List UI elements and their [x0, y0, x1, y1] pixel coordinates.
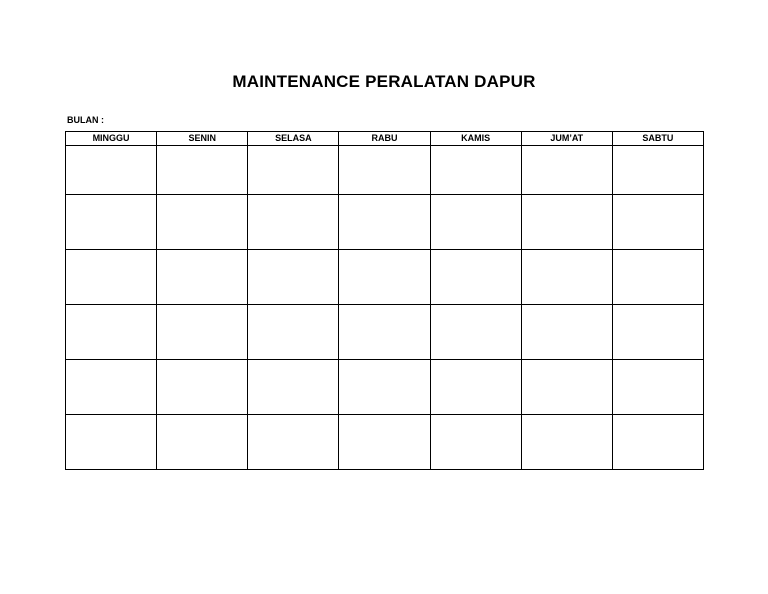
day-cell: [66, 305, 157, 360]
day-header-rabu: RABU: [339, 132, 430, 146]
day-cell: [157, 146, 248, 195]
day-cell: [339, 195, 430, 250]
maintenance-calendar: [65, 131, 704, 470]
day-cell: [339, 250, 430, 305]
day-cell: [248, 360, 339, 415]
day-cell: [157, 250, 248, 305]
day-cell: [430, 195, 521, 250]
day-cell: [430, 146, 521, 195]
day-cell: [66, 146, 157, 195]
day-cell: [339, 360, 430, 415]
day-cell: [157, 360, 248, 415]
day-cell: [521, 305, 612, 360]
calendar-body: [66, 146, 704, 470]
day-cell: [430, 360, 521, 415]
day-cell: [521, 146, 612, 195]
day-cell: [612, 146, 703, 195]
day-cell: [157, 415, 248, 470]
day-cell: [430, 250, 521, 305]
day-cell: [66, 360, 157, 415]
week-row: [66, 146, 704, 195]
day-cell: [66, 250, 157, 305]
month-label: BULAN :: [67, 115, 104, 125]
day-cell: [521, 195, 612, 250]
day-cell: [612, 415, 703, 470]
day-cell: [157, 305, 248, 360]
day-header-selasa: SELASA: [248, 132, 339, 146]
day-cell: [248, 305, 339, 360]
day-cell: [521, 415, 612, 470]
day-cell: [430, 415, 521, 470]
day-header-jumat: JUM’AT: [521, 132, 612, 146]
day-cell: [157, 195, 248, 250]
day-cell: [66, 415, 157, 470]
week-row: [66, 360, 704, 415]
day-cell: [430, 305, 521, 360]
day-header-row: [66, 132, 704, 146]
day-cell: [248, 415, 339, 470]
day-cell: [339, 415, 430, 470]
week-row: [66, 305, 704, 360]
day-header-minggu: MINGGU: [66, 132, 157, 146]
day-cell: [612, 360, 703, 415]
day-cell: [66, 195, 157, 250]
day-header-senin: SENIN: [157, 132, 248, 146]
day-cell: [248, 195, 339, 250]
week-row: [66, 195, 704, 250]
day-cell: [612, 195, 703, 250]
day-cell: [339, 305, 430, 360]
day-cell: [339, 146, 430, 195]
page-title: MAINTENANCE PERALATAN DAPUR: [232, 72, 536, 91]
day-cell: [248, 146, 339, 195]
day-cell: [521, 250, 612, 305]
week-row: [66, 250, 704, 305]
day-header-kamis: KAMIS: [430, 132, 521, 146]
day-cell: [521, 360, 612, 415]
day-header-sabtu: SABTU: [612, 132, 703, 146]
day-cell: [612, 305, 703, 360]
day-cell: [612, 250, 703, 305]
week-row: [66, 415, 704, 470]
day-cell: [248, 250, 339, 305]
